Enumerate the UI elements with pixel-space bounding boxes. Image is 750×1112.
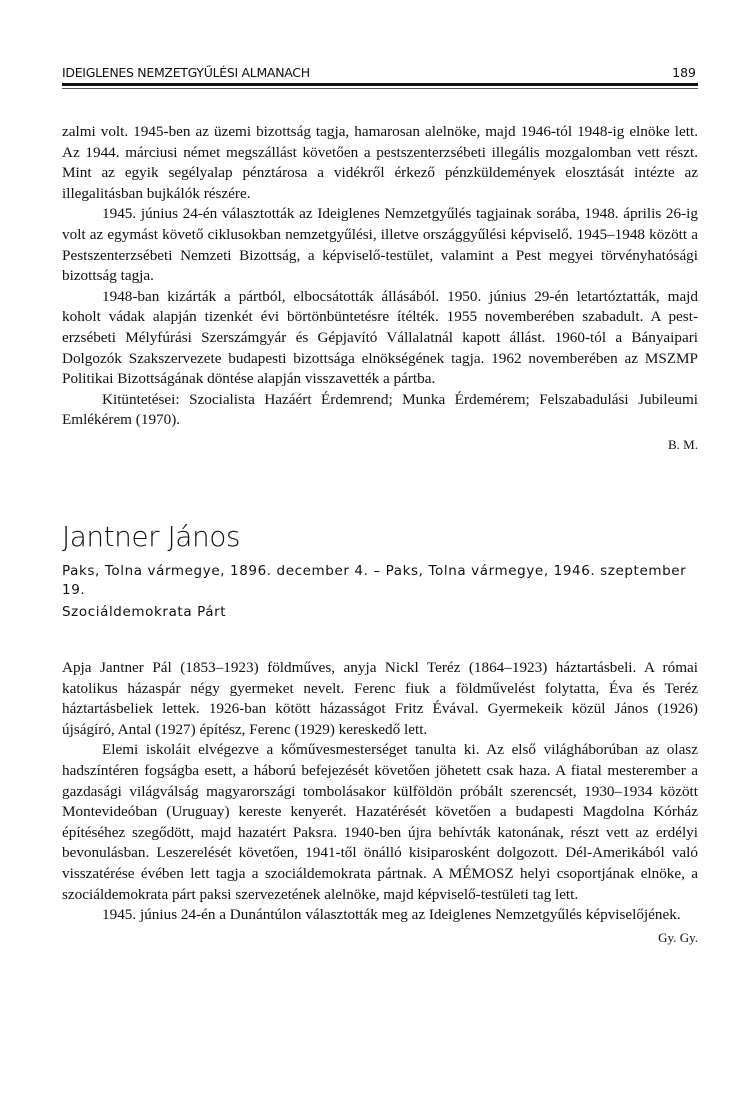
header-rule-thick [62, 83, 698, 86]
header-rule-thin [62, 88, 698, 89]
entry-party: Szociáldemokrata Párt [62, 604, 227, 620]
paragraph: zalmi volt. 1945-ben az üzemi bizottság tagja, hamarosan alelnöke, majd 1946-tól 1948-ig elnöke lett. Az 1944. márciusi német megszállást követően a pestszenterzsébeti illegális mozgalomban vett részt. Mint az egyik segélyalap pénztárosa a vidékről érkező pénzküldemények elosztását intézte az illegalitásban bujkálók részére. [62, 123, 698, 202]
paragraph: 1945. június 24-én a Dunántúlon választották meg az Ideiglenes Nemzetgyűlés képviselőjének. [102, 906, 681, 924]
entry-body [62, 658, 698, 948]
previous-entry-body [62, 122, 698, 456]
paragraph: Elemi iskoláit elvégezve a kőművesmesterséget tanulta ki. Az első világháborúban az olasz hadszíntéren fogságba esett, a háború befejezését követően jöhetett csak haza. A fiatal mesterember a gazdasági világválság magyarországi tombolásakor külföldön próbált szerencsét, 1930–1934 között Montevideóban (Uruguay) kereste kenyerét. Hazatérését követően a budapesti Magdolna Kórház építéséhez szegődött, majd hazatért Paksra. 1940-ben újra behívták katonának, részt vett az erdélyi bevonulásban. Leszerelését követően, 1941-től önálló kisiparosként dolgozott. Dél-Amerikából való visszatérése évében lett tagja a szociáldemokrata pártnak. A MÉMOSZ helyi csoportjának elnöke, a szociáldemokrata párt paksi szervezetének alelnöke, majd képviselő-testületi tag lett. [62, 741, 698, 903]
entry-name: Jantner János [62, 520, 240, 553]
page-number: 189 [672, 65, 696, 80]
author-signature: Gy. Gy. [658, 929, 698, 945]
paragraph: Apja Jantner Pál (1853–1923) földműves, anyja Nickl Teréz (1864–1923) háztartásbeli. A római katolikus házaspár négy gyermeket nevelt. Ferenc fiuk a földművelést folytatta, Éva és Teréz háztartásbeliek lettek. 1926-ban kötött házasságot Fritz Évával. Gyermekeik közül János (1926) újságíró, Antal (1927) építész, Ferenc (1929) kereskedő lett. [62, 659, 698, 738]
author-signature: B. M. [668, 436, 698, 452]
paragraph: 1945. június 24-én választották az Ideiglenes Nemzetgyűlés tagjainak sorába, 1948. április 26-ig volt az egymást követő ciklusokban nemzetgyűlési, illetve országgyűlési képviselő. 1945–1948 között a Pestszenterzsébeti Nemzeti Bizottság, a képviselő-testület, valamint a Pest megyei törvényhatósági bizottság tagja. [62, 205, 698, 285]
entry-birth-death: Paks, Tolna vármegye, 1896. december 4. – Paks, Tolna vármegye, 1946. szeptember 19. [62, 563, 687, 598]
paragraph: Kitüntetései: Szocialista Hazáért Érdemrend; Munka Érdemérem; Felszabadulási Jubileumi Emlékérem (1970). [62, 390, 698, 429]
running-title: IDEIGLENES NEMZETGYŰLÉSI ALMANACH [62, 65, 310, 80]
page-header [62, 63, 698, 83]
paragraph: 1948-ban kizárták a pártból, elbocsátották állásából. 1950. június 29-én letartóztatták, majd koholt vádak alapján tizenkét évi börtönbüntetésre ítélték. 1955 novemberében szabadult. A pesterzsébeti Mélyfúrási Szerszámgyár és Gépjavító Vállalatnál kapott állást. 1960-tól a Bányaipari Dolgozók Szakszervezete budapesti bizottsága elnökségének tagja. 1962 novemberében az MSZMP Politikai Bizottságának döntése alapján visszavették a pártba. [62, 287, 698, 388]
